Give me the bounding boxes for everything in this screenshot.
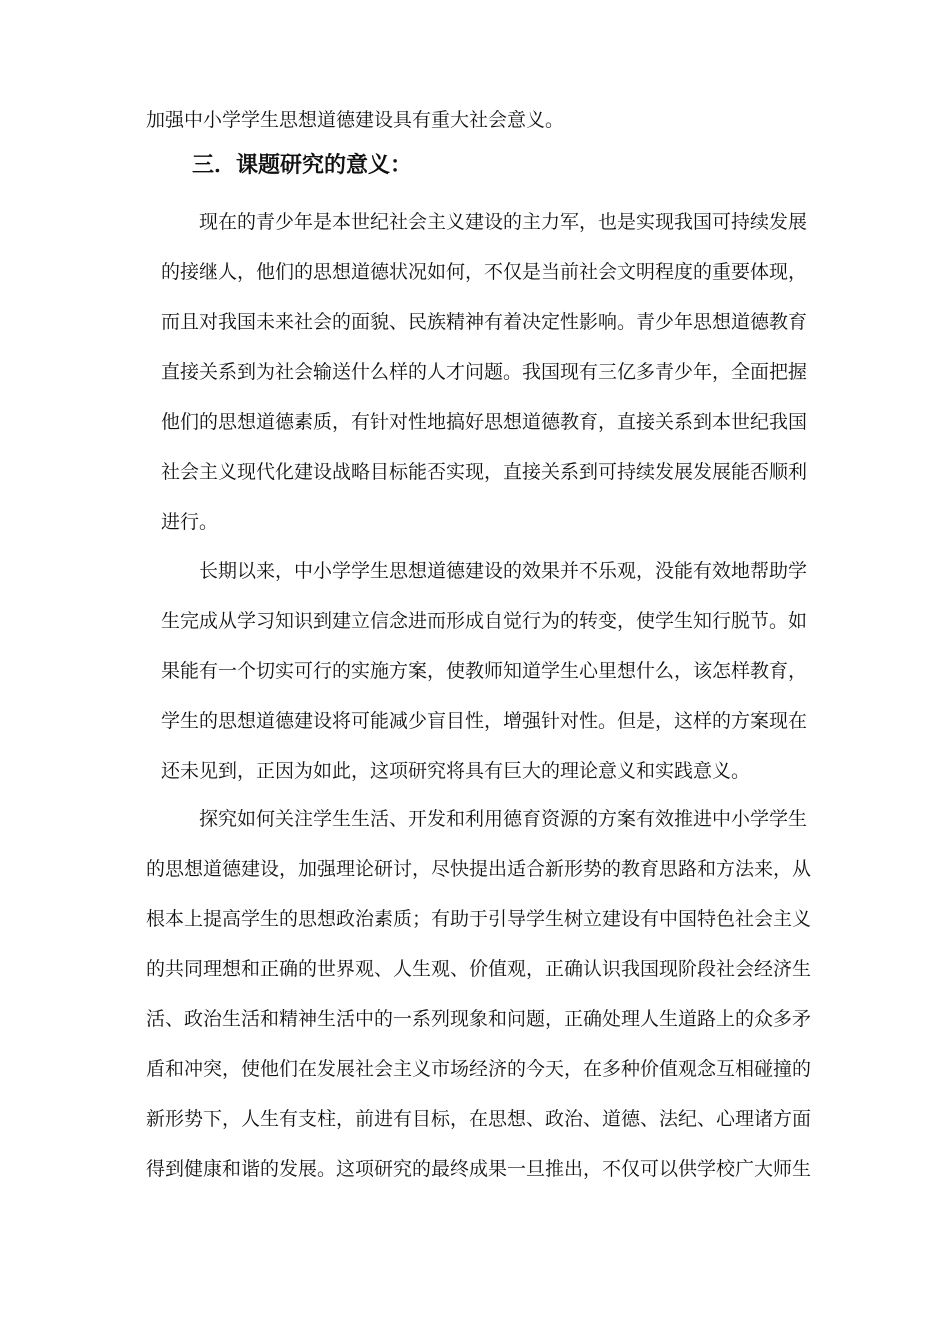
section-heading: 三．课题研究的意义： <box>192 153 413 178</box>
paragraph-line: 的思想道德建设，加强理论研讨，尽快提出适合新形势的教育思路和方法来，从 <box>146 858 812 880</box>
paragraph-line: 长期以来，中小学学生思想道德建设的效果并不乐观，没能有效地帮助学 <box>199 560 808 582</box>
paragraph-line: 活、政治生活和精神生活中的一系列现象和问题，正确处理人生道路上的众多矛 <box>146 1008 812 1030</box>
paragraph-line: 得到健康和谐的发展。这项研究的最终成果一旦推出，不仅可以供学校广大师生 <box>146 1158 812 1180</box>
paragraph-line: 学生的思想道德建设将可能减少盲目性，增强针对性。但是，这样的方案现在 <box>161 710 808 732</box>
paragraph-line: 社会主义现代化建设战略目标能否实现，直接关系到可持续发展发展能否顺利 <box>161 461 808 483</box>
paragraph-line: 的接继人，他们的思想道德状况如何，不仅是当前社会文明程度的重要体现， <box>161 261 808 283</box>
paragraph-line: 还未见到，正因为如此，这项研究将具有巨大的理论意义和实践意义。 <box>161 760 751 782</box>
paragraph-line: 现在的青少年是本世纪社会主义建设的主力军，也是实现我国可持续发展 <box>199 211 808 233</box>
paragraph-line: 根本上提高学生的思想政治素质；有助于引导学生树立建设有中国特色社会主义 <box>146 908 812 930</box>
paragraph-line: 他们的思想道德素质，有针对性地搞好思想道德教育，直接关系到本世纪我国 <box>161 411 808 433</box>
paragraph-line: 盾和冲突，使他们在发展社会主义市场经济的今天，在多种价值观念互相碰撞的 <box>146 1058 812 1080</box>
paragraph-line: 的共同理想和正确的世界观、人生观、价值观，正确认识我国现阶段社会经济生 <box>146 958 812 980</box>
paragraph-line: 新形势下，人生有支柱，前进有目标，在思想、政治、道德、法纪、心理诸方面 <box>146 1108 812 1130</box>
paragraph-line: 进行。 <box>161 511 219 533</box>
intro-line: 加强中小学学生思想道德建设具有重大社会意义。 <box>146 109 565 131</box>
paragraph-line: 果能有一个切实可行的实施方案，使教师知道学生心里想什么，该怎样教育， <box>161 660 808 682</box>
paragraph-line: 直接关系到为社会输送什么样的人才问题。我国现有三亿多青少年，全面把握 <box>161 361 808 383</box>
paragraph-line: 探究如何关注学生生活、开发和利用德育资源的方案有效推进中小学学生 <box>199 808 808 830</box>
paragraph-line: 生完成从学习知识到建立信念进而形成自觉行为的转变，使学生知行脱节。如 <box>161 610 808 632</box>
paragraph-line: 而且对我国未来社会的面貌、民族精神有着决定性影响。青少年思想道德教育 <box>161 311 808 333</box>
